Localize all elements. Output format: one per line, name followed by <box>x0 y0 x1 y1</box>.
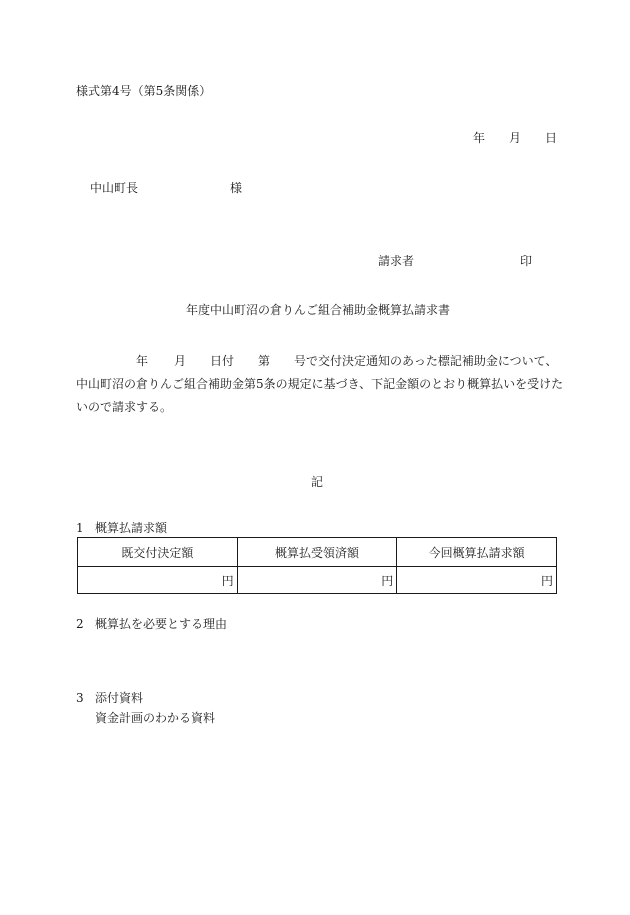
table-header-row <box>78 538 557 567</box>
section-2-number: 2 <box>76 617 84 631</box>
section-3-heading <box>76 690 143 706</box>
table-row <box>78 567 557 594</box>
section-2-heading <box>76 616 227 632</box>
section-3-title: 添付資料 <box>95 691 144 705</box>
claimant-label: 請求者 <box>378 254 415 268</box>
addressee-honorific: 様 <box>230 181 243 195</box>
section-1-heading <box>76 520 167 536</box>
date-line <box>473 130 557 146</box>
document-title: 年度中山町沼の倉りんご組合補助金概算払請求書 <box>186 303 451 317</box>
column-header-current-claim: 今回概算払請求額 <box>397 538 557 567</box>
ki-heading: 記 <box>311 475 324 489</box>
section-3-number: 3 <box>76 691 84 705</box>
seal-label: 印 <box>520 254 533 268</box>
section-1-number: 1 <box>76 521 84 535</box>
form-number: 様式第4号（第5条関係） <box>76 84 212 98</box>
attachment-item: 資金計画のわかる資料 <box>95 711 216 725</box>
amount-cell-already-decided: 円 <box>78 567 238 594</box>
amount-cell-current-claim: 円 <box>397 567 557 594</box>
body-dai: 第 <box>258 354 271 368</box>
column-header-already-received: 概算払受領済額 <box>237 538 397 567</box>
date-month-label: 月 <box>509 131 522 145</box>
body-line2-text: 中山町沼の倉りんご組合補助金第5条の規定に基づき、下記金額のとおり概算払いを受けた <box>76 377 564 391</box>
body-line1-rest: 号で交付決定通知のあった標記補助金について、 <box>294 354 558 368</box>
body-line-3 <box>76 396 557 419</box>
body-day-ref: 日付 <box>210 354 235 368</box>
addressee-name: 中山町長 <box>90 181 139 195</box>
amount-cell-already-received: 円 <box>237 567 397 594</box>
body-paragraph <box>76 350 564 419</box>
column-header-already-decided: 既交付決定額 <box>78 538 238 567</box>
body-month: 月 <box>174 354 187 368</box>
body-line-2 <box>76 373 564 396</box>
date-year-label: 年 <box>473 131 486 145</box>
amounts-table <box>77 537 557 594</box>
section-1-title: 概算払請求額 <box>95 521 168 535</box>
body-line3-text: いので請求する。 <box>76 400 173 414</box>
date-day-label: 日 <box>545 131 558 145</box>
body-line-1 <box>76 350 557 373</box>
body-year: 年 <box>136 354 149 368</box>
section-2-title: 概算払を必要とする理由 <box>95 617 228 631</box>
